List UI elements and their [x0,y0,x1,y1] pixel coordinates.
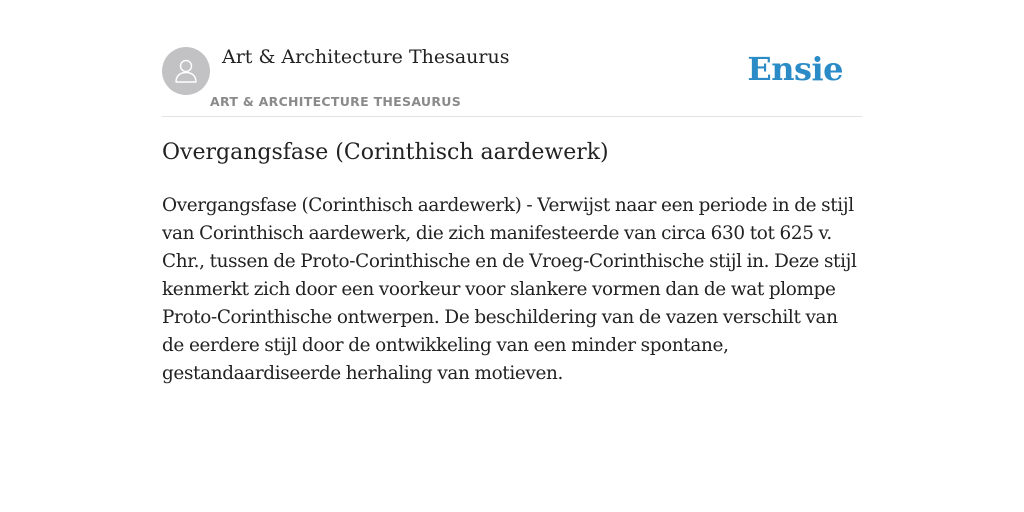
page-title: Overgangsfase (Corinthisch aardewerk) [162,140,609,165]
source-title[interactable]: Art & Architecture Thesaurus [222,46,510,68]
header [162,46,862,117]
ensie-logo[interactable]: Ensie [747,50,843,88]
article-body: Overgangsfase (Corinthisch aardewerk) - Verwijst naar een periode in de stijl van Corinthisch aardewerk, die zich manifesteerde van circa 630 tot 625 v. Chr., tussen de Proto-Corinthische en de Vroeg-Corinthische stijl in. Deze stijl kenmerkt zich door een voorkeur voor slankere vormen dan de wat plompe Proto-Corinthische ontwerpen. De beschildering van de vazen verschilt van de eerdere stijl door de ontwikkeling van een minder spontane, gestandaardiseerde herhaling van motieven. [162,195,857,384]
user-icon [172,57,200,85]
source-subtitle[interactable]: ART & ARCHITECTURE THESAURUS [210,94,462,109]
avatar[interactable] [162,47,210,95]
